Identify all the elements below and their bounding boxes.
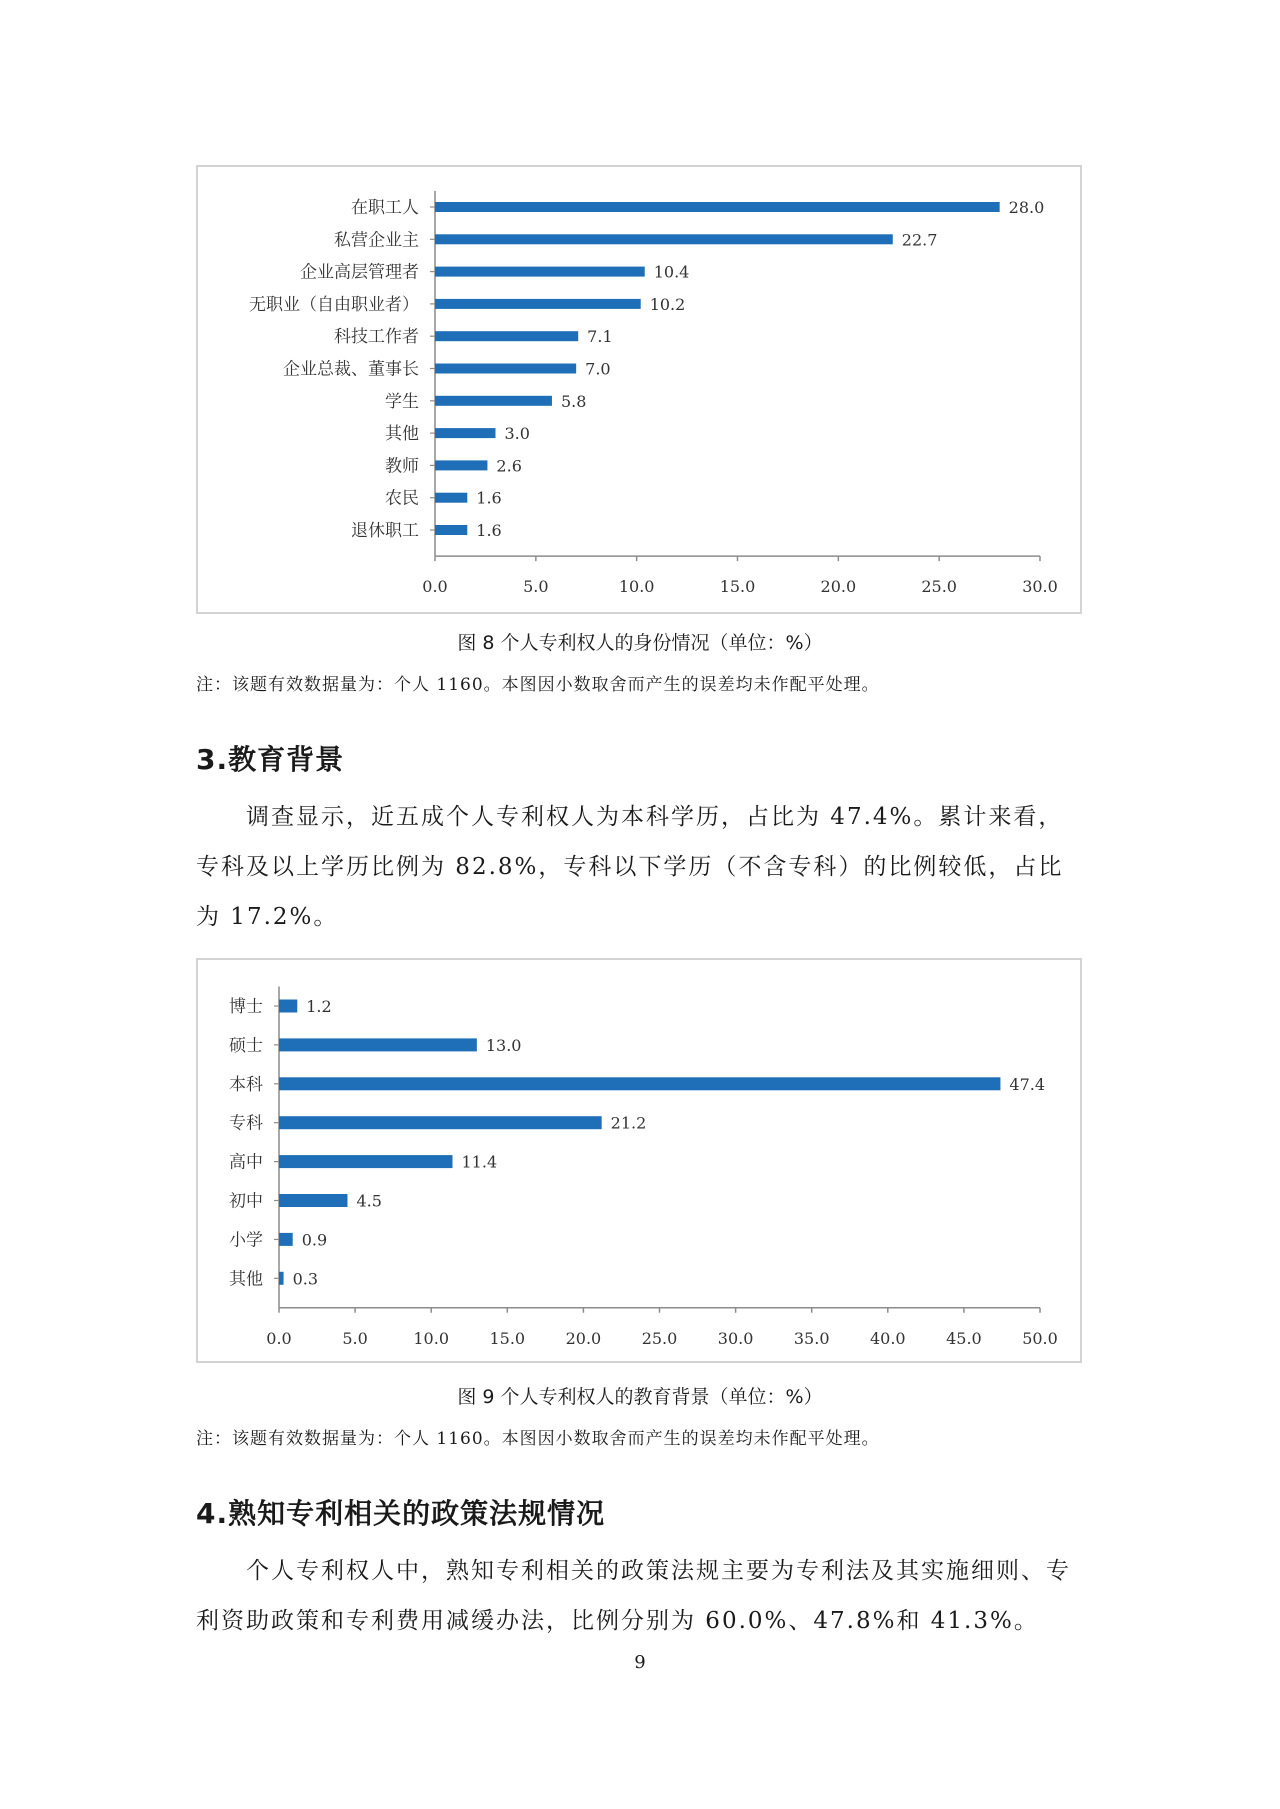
figure9-caption: 图 9 个人专利权人的教育背景（单位：%） (457, 1386, 823, 1408)
value-label: 28.0 (1008, 198, 1045, 217)
x-tick-label: 5.0 (342, 1328, 368, 1348)
category-label: 专科 (229, 1113, 263, 1134)
bar (279, 1116, 602, 1129)
value-label: 10.2 (649, 294, 686, 314)
x-tick-label: 25.0 (641, 1328, 678, 1348)
bar (435, 493, 467, 503)
value-label: 13.0 (485, 1035, 522, 1055)
category-label: 学生 (385, 391, 419, 412)
category-label: 退休职工 (351, 521, 419, 541)
value-label: 0.3 (292, 1269, 319, 1289)
bar (279, 1000, 297, 1013)
x-tick-label: 0.0 (266, 1328, 292, 1348)
x-tick-label: 50.0 (1022, 1328, 1058, 1348)
x-tick-label: 10.0 (413, 1328, 450, 1348)
value-label: 21.2 (610, 1113, 647, 1133)
education-bar-chart (196, 958, 1082, 1363)
section3-paragraph: 调查显示，近五成个人专利权人为本科学历，占比为 47.4%。累计来看，专科及以上学历比例为 82.8%，专科以下学历（不含专科）的比例较低，占比为 17.2%。 (196, 804, 1064, 930)
education-chart-svg (198, 960, 1080, 1361)
bar (279, 1272, 284, 1285)
value-label: 7.0 (585, 359, 611, 379)
x-tick-label: 45.0 (946, 1328, 982, 1348)
x-tick-label: 25.0 (921, 577, 957, 597)
category-label: 在职工人 (351, 198, 419, 218)
identity-bar-chart (196, 165, 1082, 614)
value-label: 22.7 (901, 230, 938, 250)
category-label: 其他 (385, 424, 419, 445)
section4-paragraph: 个人专利权人中，熟知专利相关的政策法规主要为专利法及其实施细则、专利资助政策和专利费用减缓办法，比例分别为 60.0%、47.8%和 41.3%。 (196, 1558, 1071, 1634)
value-label: 7.1 (587, 327, 613, 347)
category-label: 初中 (229, 1191, 263, 1212)
category-label: 教师 (385, 456, 419, 477)
x-tick-label: 15.0 (489, 1328, 526, 1348)
category-label: 硕士 (229, 1035, 263, 1056)
category-label: 企业总裁、董事长 (283, 359, 419, 380)
bar (279, 1038, 477, 1051)
bar (279, 1233, 293, 1246)
category-label: 无职业（自由职业者） (249, 294, 419, 315)
bar (435, 202, 1000, 212)
bar (279, 1194, 347, 1207)
value-label: 10.4 (653, 262, 690, 282)
x-tick-label: 30.0 (1022, 577, 1058, 597)
category-label: 高中 (229, 1152, 263, 1173)
category-label: 本科 (229, 1074, 263, 1095)
category-label: 企业高层管理者 (300, 262, 419, 283)
x-tick-label: 35.0 (793, 1328, 830, 1348)
value-label: 4.5 (356, 1191, 382, 1211)
identity-chart-svg (198, 167, 1080, 612)
bar (435, 234, 893, 244)
value-label: 0.9 (301, 1230, 328, 1250)
value-label: 2.6 (496, 456, 522, 476)
category-label: 小学 (229, 1230, 263, 1251)
category-label: 博士 (229, 997, 263, 1017)
x-tick-label: 0.0 (422, 577, 448, 597)
x-tick-label: 40.0 (869, 1328, 906, 1348)
figure8-caption: 图 8 个人专利权人的身份情况（单位：%） (457, 632, 823, 654)
category-label: 农民 (385, 488, 419, 509)
bar (435, 460, 487, 470)
x-tick-label: 10.0 (618, 577, 655, 597)
bar (435, 364, 576, 374)
figure8-note: 注：该题有效数据量为：个人 1160。本图因小数取舍而产生的误差均未作配平处理。 (196, 675, 880, 695)
category-label: 科技工作者 (334, 327, 419, 348)
bar (435, 396, 552, 406)
value-label: 5.8 (560, 391, 587, 411)
value-label: 1.6 (476, 521, 502, 540)
page-number: 9 (634, 1652, 646, 1673)
value-label: 11.4 (461, 1152, 498, 1172)
x-tick-label: 15.0 (719, 577, 756, 597)
x-tick-label: 30.0 (717, 1328, 754, 1348)
x-tick-label: 20.0 (565, 1328, 602, 1348)
bar (435, 267, 645, 277)
section4-heading: 4.熟知专利相关的政策法规情况 (196, 1497, 606, 1530)
section3-heading: 3.教育背景 (196, 743, 345, 776)
bar (435, 428, 496, 438)
value-label: 1.6 (476, 488, 502, 508)
x-tick-label: 5.0 (523, 577, 549, 597)
value-label: 3.0 (504, 424, 530, 444)
bar (435, 331, 578, 341)
value-label: 47.4 (1009, 1074, 1046, 1094)
bar (435, 299, 641, 309)
bar (279, 1155, 453, 1168)
x-tick-label: 20.0 (820, 577, 857, 597)
value-label: 1.2 (306, 997, 332, 1016)
category-label: 私营企业主 (334, 230, 419, 251)
figure9-note: 注：该题有效数据量为：个人 1160。本图因小数取舍而产生的误差均未作配平处理。 (196, 1429, 880, 1449)
category-label: 其他 (229, 1269, 263, 1290)
bar (279, 1077, 1000, 1090)
bar (435, 525, 467, 535)
